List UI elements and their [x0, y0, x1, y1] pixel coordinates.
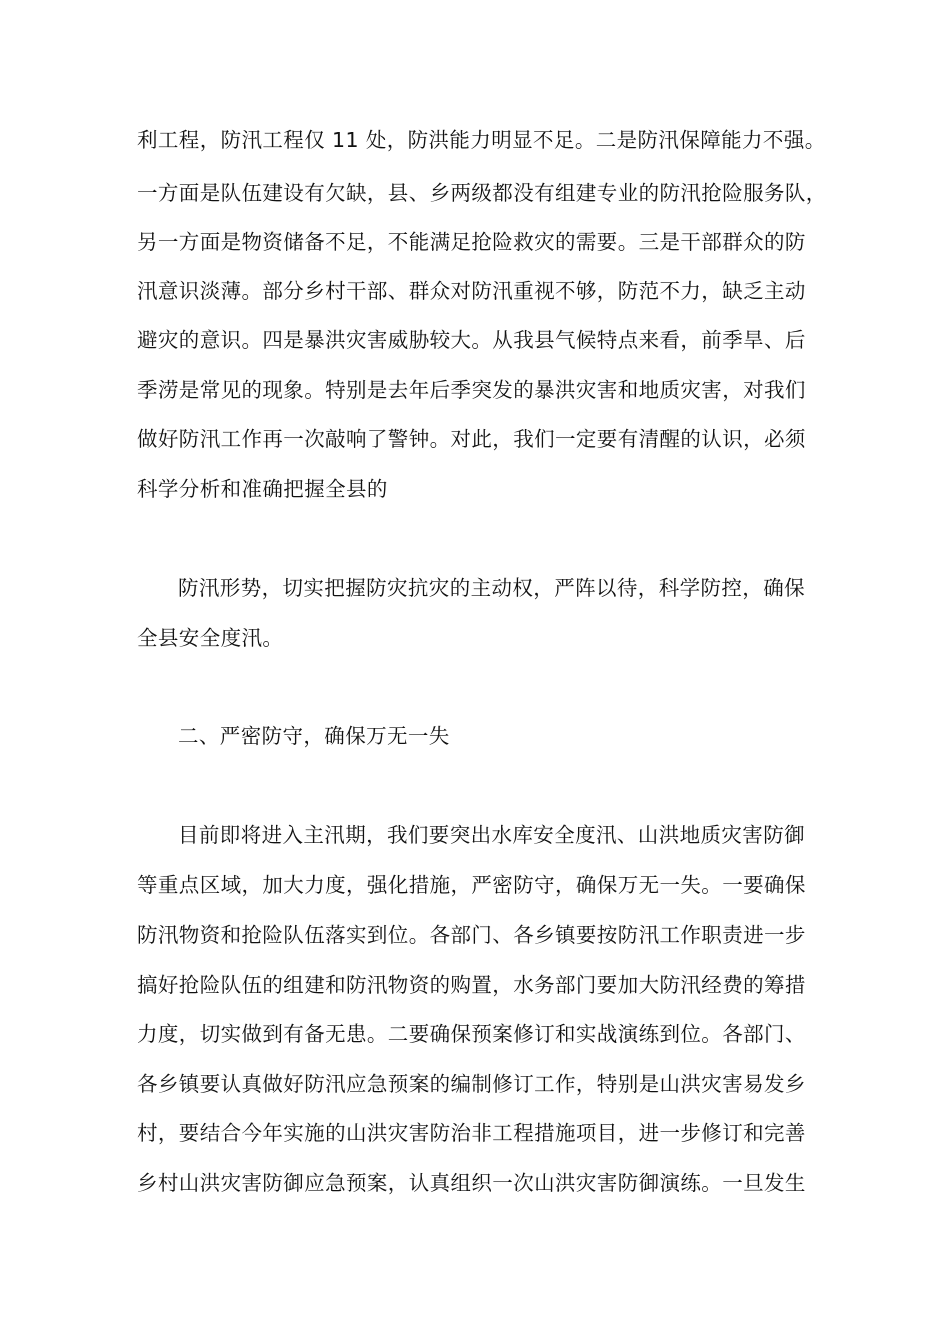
text-line: 全县安全度汛。	[137, 626, 284, 650]
text-line: 做好防汛工作再一次敲响了警钟。对此，我们一定要有清醒的认识，必须	[137, 427, 806, 451]
text-line: 避灾的意识。四是暴洪灾害威胁较大。从我县气候特点来看，前季旱、后	[137, 328, 806, 352]
text-line: 乡村山洪灾害防御应急预案，认真组织一次山洪灾害防御演练。一旦发生	[137, 1171, 806, 1195]
text-line: 一方面是队伍建设有欠缺，县、乡两级都没有组建专业的防汛抢险服务队，	[137, 181, 827, 205]
text-line: 科学分析和准确把握全县的	[137, 477, 388, 501]
text-line: 等重点区域，加大力度，强化措施，严密防守，确保万无一失。一要确保	[137, 873, 806, 897]
text-line: 季涝是常见的现象。特别是去年后季突发的暴洪灾害和地质灾害，对我们	[137, 378, 806, 402]
text-line: 汛意识淡薄。部分乡村干部、群众对防汛重视不够，防范不力，缺乏主动	[137, 279, 806, 303]
text-line: 另一方面是物资储备不足，不能满足抢险救灾的需要。三是干部群众的防	[137, 230, 806, 254]
text-line: 目前即将进入主汛期，我们要突出水库安全度汛、山洪地质灾害防御	[178, 823, 805, 847]
text-line: 各乡镇要认真做好防汛应急预案的编制修订工作，特别是山洪灾害易发乡	[137, 1072, 806, 1096]
text-line: 村，要结合今年实施的山洪灾害防治非工程措施项目，进一步修订和完善	[137, 1121, 806, 1145]
text-line: 利工程，防汛工程仅 11 处，防洪能力明显不足。二是防汛保障能力不强。	[137, 128, 826, 152]
text-line: 搞好抢险队伍的组建和防汛物资的购置，水务部门要加大防汛经费的筹措	[137, 973, 806, 997]
section-heading: 二、严密防守，确保万无一失	[178, 724, 450, 748]
text-line: 防汛物资和抢险队伍落实到位。各部门、各乡镇要按防汛工作职责进一步	[137, 923, 806, 947]
text-line: 力度，切实做到有备无患。二要确保预案修订和实战演练到位。各部门、	[137, 1022, 806, 1046]
text-line: 防汛形势，切实把握防灾抗灾的主动权，严阵以待，科学防控，确保	[178, 576, 805, 600]
